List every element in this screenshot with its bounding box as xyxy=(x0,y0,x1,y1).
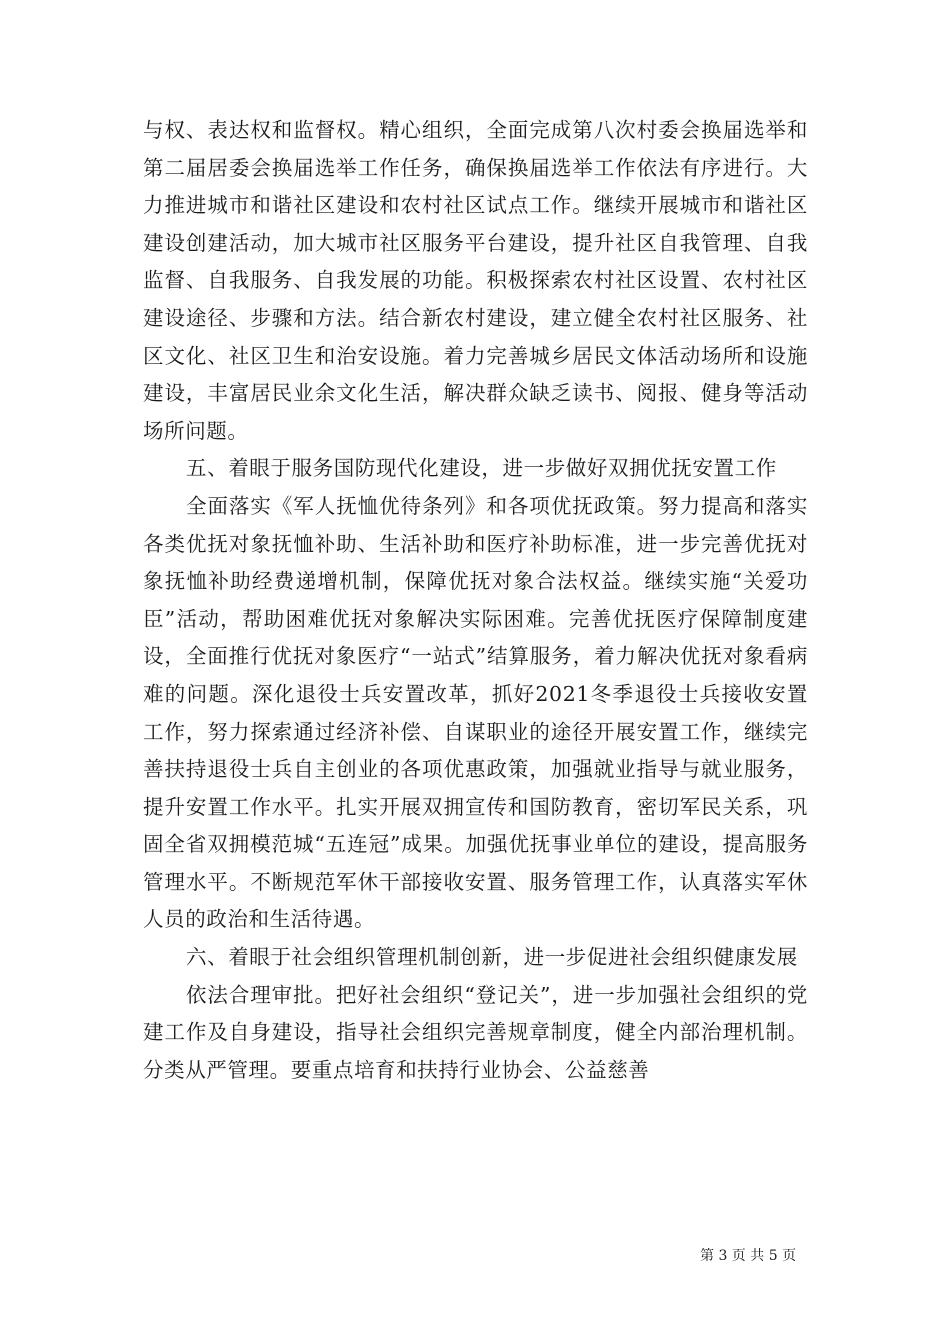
paragraph-continuation: 与权、表达权和监督权。精心组织，全面完成第八次村委会换届选举和第二届居委会换届选举工作任务，确保换届选举工作依法有序进行。大力推进城市和谐社区建设和农村社区试点工作。继续开展城市和谐社区建设创建活动，加大城市社区服务平台建设，提升社区自我管理、自我监督、自我服务、自我发展的功能。积极探索农村社区设置、农村社区建设途径、步骤和方法。结合新农村建设，建立健全农村社区服务、社区文化、社区卫生和治安设施。着力完善城乡居民文体活动场所和设施建设，丰富居民业余文化生活，解决群众缺乏读书、阅报、健身等活动场所问题。 xyxy=(143,118,808,443)
paragraph-section-6: 依法合理审批。把好社会组织“登记关”，进一步加强社会组织的党建工作及自身建设，指导社会组织完善规章制度，健全内部治理机制。分类从严管理。要重点培育和扶持行业协会、公益慈善 xyxy=(143,982,808,1082)
paragraph-section-5: 全面落实《军人抚恤优待条列》和各项优抚政策。努力提高和落实各类优抚对象抚恤补助、生活补助和医疗补助标准，进一步完善优抚对象抚恤补助经费递增机制，保障优抚对象合法权益。继续实施“关爱功臣”活动，帮助困难优抚对象解决实际困难。完善优抚医疗保障制度建设，全面推行优抚对象医疗“一站式”结算服务，着力解决优抚对象看病难的问题。深化退役士兵安置改革，抓好2021冬季退役士兵接收安置工作，努力探索通过经济补偿、自谋职业的途径开展安置工作，继续完善扶持退役士兵自主创业的各项优惠政策，加强就业指导与就业服务，提升安置工作水平。扎实开展双拥宣传和国防教育，密切军民关系，巩固全省双拥模范城“五连冠”成果。加强优抚事业单位的建设，提高服务管理水平。不断规范军休干部接收安置、服务管理工作，认真落实军休人员的政治和生活待遇。 xyxy=(143,493,808,932)
document-body xyxy=(143,112,808,1089)
page-number-footer: 第 3 页 共 5 页 xyxy=(700,1248,797,1264)
section-heading-5: 五、着眼于服务国防现代化建设，进一步做好双拥优抚安置工作 xyxy=(186,456,777,481)
section-heading-6: 六、着眼于社会组织管理机制创新，进一步促进社会组织健康发展 xyxy=(186,945,798,970)
